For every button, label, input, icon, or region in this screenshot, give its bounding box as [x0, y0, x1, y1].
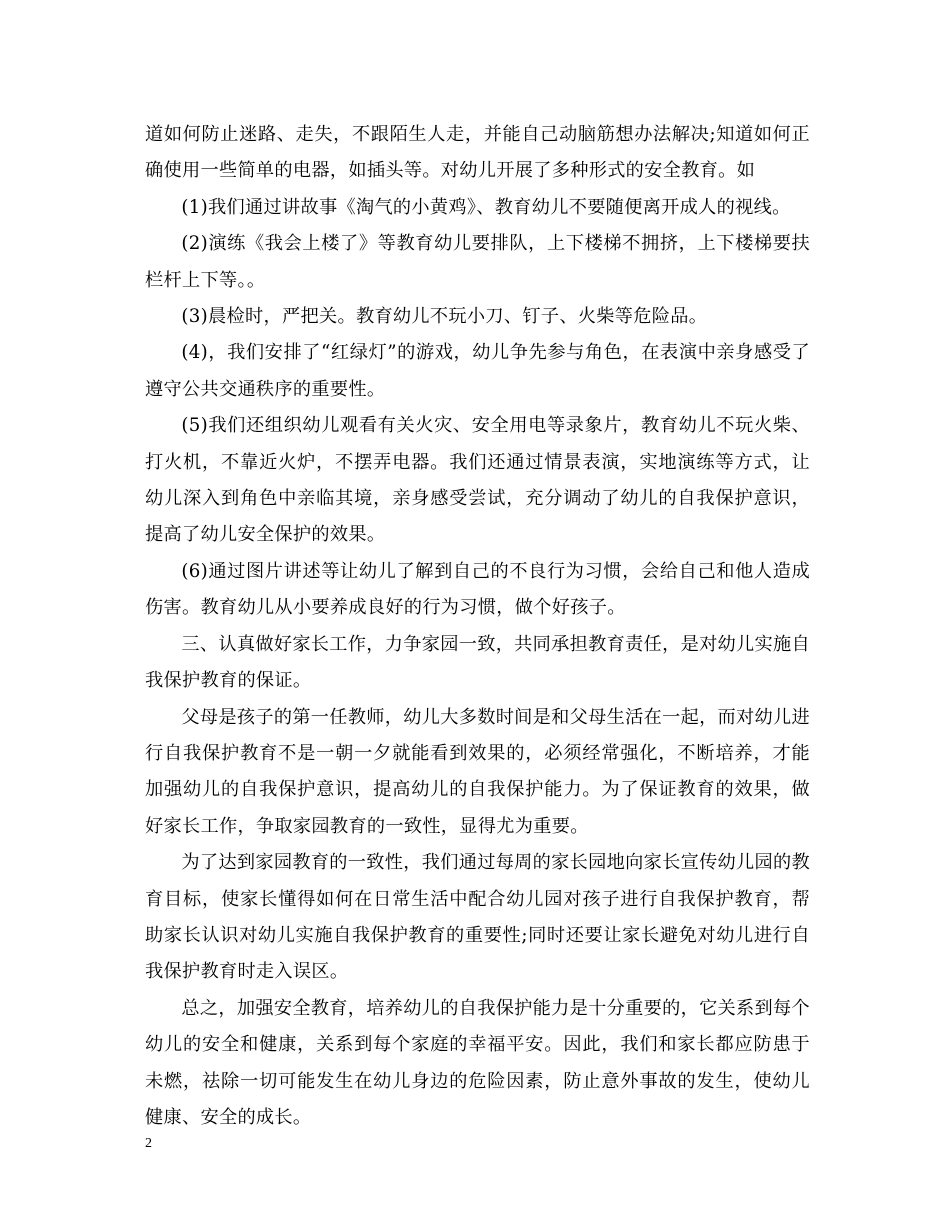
- paragraph-conclusion: 总之，加强安全教育，培养幼儿的自我保护能力是十分重要的，它关系到每个幼儿的安全和健康，关系到每个家庭的幸福平安。因此，我们和家长都应防患于未燃，祛除一切可能发生在幼儿身边的危险因素，防止意外事故的发生，使幼儿健康、安全的成长。: [145, 997, 810, 1128]
- paragraph-item-6: (6)通过图片讲述等让幼儿了解到自己的不良行为习惯，会给自己和他人造成伤害。教育幼儿从小要养成良好的行为习惯，做个好孩子。: [145, 560, 810, 619]
- paragraph-item-4: (4)，我们安排了“红绿灯”的游戏，幼儿争先参与角色，在表演中亲身感受了遵守公共交通秩序的重要性。: [145, 342, 810, 400]
- section-heading-3: 三、认真做好家长工作，力争家园一致，共同承担教育责任，是对幼儿实施自我保护教育的保证。: [145, 633, 810, 692]
- document-body: [145, 117, 810, 1136]
- paragraph-parents: 父母是孩子的第一任教师，幼儿大多数时间是和父母生活在一起，而对幼儿进行自我保护教育不是一朝一夕就能看到效果的，必须经常强化，不断培养，才能加强幼儿的自我保护意识，提高幼儿的自我保护能力。为了保证教育的效果，做好家长工作，争取家园教育的一致性，显得尤为重要。: [145, 706, 810, 837]
- paragraph-item-1: (1)我们通过讲故事《淘气的小黄鸡》、教育幼儿不要随便离开成人的视线。: [181, 196, 791, 218]
- paragraph-item-5: (5)我们还组织幼儿观看有关火灾、安全用电等录象片，教育幼儿不玩火柴、打火机，不靠近火炉，不摆弄电器。我们还通过情景表演，实地演练等方式，让幼儿深入到角色中亲临其境，亲身感受尝试，充分调动了幼儿的自我保护意识，提高了幼儿安全保护的效果。: [145, 415, 810, 546]
- paragraph-item-3: (3)晨检时，严把关。教育幼儿不玩小刀、钉子、火柴等危险品。: [181, 306, 708, 328]
- page-number: 2: [145, 1136, 152, 1151]
- paragraph-home-school: 为了达到家园教育的一致性，我们通过每周的家长园地向家长宣传幼儿园的教育目标，使家长懂得如何在日常生活中配合幼儿园对孩子进行自我保护教育，帮助家长认识对幼儿实施自我保护教育的重要性;同时还要让家长避免对幼儿进行自我保护教育时走入误区。: [145, 852, 810, 983]
- paragraph-item-2: (2)演练《我会上楼了》等教育幼儿要排队，上下楼梯不拥挤，上下楼梯要扶栏杆上下等。。: [145, 233, 810, 291]
- paragraph-continuation: 道如何防止迷路、走失，不跟陌生人走，并能自己动脑筋想办法解决;知道如何正确使用一些简单的电器，如插头等。对幼儿开展了多种形式的安全教育。如: [145, 124, 810, 182]
